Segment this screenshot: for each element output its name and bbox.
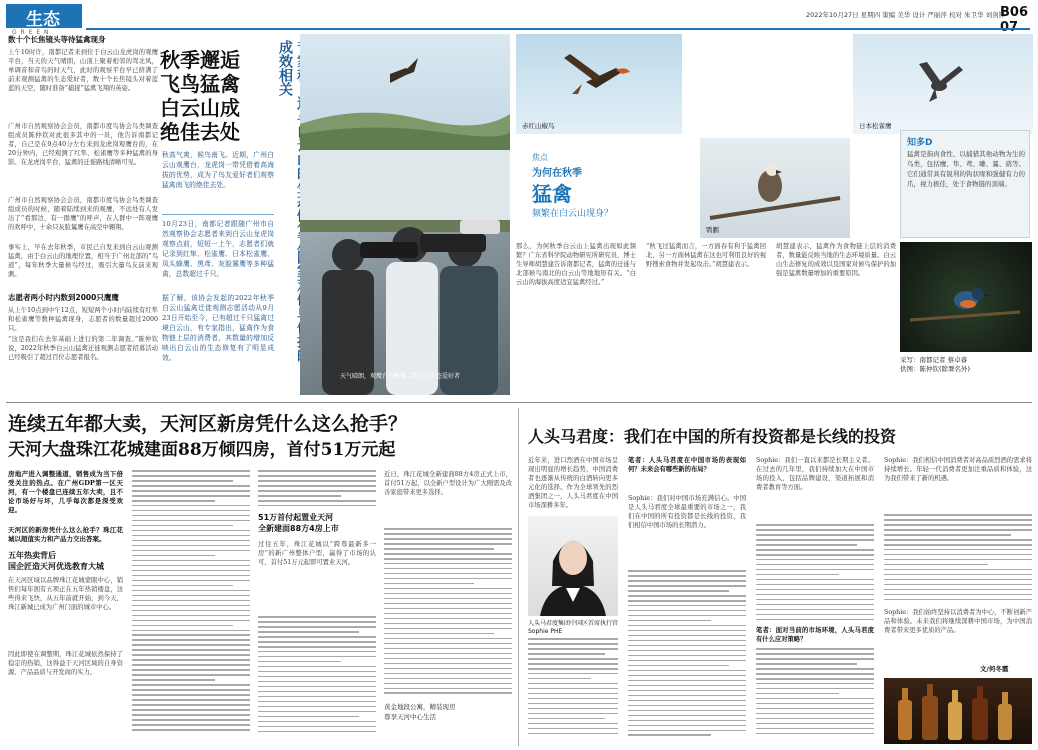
interview-paragraph: Sophie：我们对中国市场充满信心。中国是人头马君度全球最重要的市场之一，我们在中国的所有投资都是长线的投资，我们相信中国市场的长期潜力。 <box>628 495 746 529</box>
feature-divider <box>162 214 274 215</box>
header-rule <box>86 28 1030 30</box>
feature-title-line: 绝佳去处 <box>160 120 240 144</box>
interview-question: 笔者：面对当前的市场环境，人头马君度有什么应对策略？ <box>756 627 874 643</box>
property-paragraph: 近日，珠江花城全新建面88方4房正式上市，首付51万起，以全新户型设计为广大刚需及改善家庭带来更多选择。 <box>384 471 512 496</box>
property-text-lines <box>384 528 512 698</box>
focus-col-1 <box>516 242 636 386</box>
feature-lead: 秋高气爽，候鸟南飞。近期，广州白云山观鹰台，龙虎岗一带凭借着高海拔的优势，成为了鸟友爱好者们观察猛禽南飞的绝佳去处。 <box>162 151 274 189</box>
focus-keyword: 猛禽 <box>532 182 572 206</box>
interview-text-lines <box>628 570 746 742</box>
interview-text-lines <box>528 638 618 742</box>
property-article <box>8 470 513 745</box>
property-text-lines <box>132 470 250 740</box>
section-divider <box>6 402 1032 403</box>
interview-article <box>528 456 1033 746</box>
interview-question: 笔者：人头马君度在中国市场的表现如何？未来会有哪些新的布局？ <box>628 457 746 473</box>
interview-col-4 <box>884 456 1032 673</box>
property-subhead-1: 五年热卖背后 国企匠造天河优选教育大城 <box>8 551 104 571</box>
focus-article <box>516 242 896 392</box>
feature-lead-block <box>162 150 274 395</box>
did-you-know-text: 猛禽是指肉食性、以捕猎其他动物为生的鸟类，包括鹰、隼、鸢、雕、鵟、鹞等。它们通常具有锐利的钩状喙和强健有力的爪，视力极佳，处于食物链的顶端。 <box>907 150 1025 188</box>
property-paragraph: 在天河区域以品牌珠江花城蒙眼中心，销售们每年拥有五项正在五年热销楼盘，这些得来飞快，从五年前就开始，到今天，珠江新城已成为广州门面的城市中心。 <box>8 577 123 611</box>
small-bird-illustration <box>900 242 1032 352</box>
product-bottles-photo <box>884 678 1032 744</box>
left-article <box>8 34 158 399</box>
did-you-know-title: 知多D <box>907 138 933 148</box>
interview-paragraph: Sophie：我们始终坚持以消费者为中心，不断创新产品和体验。未来我们将继续深耕中国市场，为中国消费者带来更多优质的产品。 <box>884 609 1032 634</box>
focus-paragraph: 胡慧建表示，猛禽作为食物链上层的消费者，数量能反映当地的生态环境质量。白云山生态修复的成效以及国家对候鸟保护的加强是猛禽数量增加的重要原因。 <box>776 243 896 277</box>
interview-col-1 <box>528 456 618 510</box>
section-title: 生态 <box>26 10 60 30</box>
interview-text-lines <box>756 648 874 742</box>
property-text-lines <box>258 616 376 740</box>
property-subhead-2: 51万首付起置业天河 全新建面88方4房上市 <box>258 513 339 533</box>
left-subheading-1: 数十个长焦镜头等待猛禽现身 <box>8 35 106 44</box>
focus-tag: 焦点 <box>532 153 548 162</box>
property-headline <box>8 412 513 462</box>
interview-byline: 文/何冬霞 <box>980 665 1009 673</box>
japanese-sparrowhawk-photo <box>853 34 1033 134</box>
section-subtitle: G R E E N <box>12 29 50 36</box>
feature-title-line: 白云山成 <box>160 96 240 120</box>
small-bird-photo <box>900 242 1032 352</box>
bottles-illustration <box>884 678 1032 744</box>
bird-label-minivet: 赤红山椒鸟 <box>522 123 555 130</box>
focus-subtitle: 频繁在白云山现身？ <box>532 209 614 219</box>
focus-col-2 <box>646 242 766 386</box>
sophie-phe-portrait <box>528 516 618 616</box>
property-col-4 <box>384 470 512 721</box>
red-minivet-photo <box>516 34 682 134</box>
feature-paragraph: 10月23日，南都记者跟随广州市自然观察协会志愿者来到白云山龙虎岗观察点前，短短一上午，志愿者们就记录到红隼、松雀鹰、日本松雀鹰、凤头蜂鹰、黑鸢、灰脸鵟鹰等多种猛禽，总数超过千只。 <box>162 220 274 278</box>
feature-title-line: 秋季邂逅 <box>160 48 240 72</box>
property-paragraph: 过往五年，珠江花城以“跨尊最新多一房”的新广州整体户型，赢得了市场的认可，首付51万元起即可置业天河。 <box>258 541 376 566</box>
bird-label-sparrowhawk: 日本松雀鹰 <box>859 123 892 130</box>
left-paragraph: 广州市自然观察协会会员，南都市度鸟协会鸟类调查组成员的时候，随着陆续到来的观鹰，不远处有人发出了“看那边，有一群鹰”的呼声，在人群中一阵观鹰的欢呼中，十余只灰脸鵟鹰在高空中翱翔。 <box>8 197 158 231</box>
observers-photo <box>300 150 510 395</box>
interview-title: 人头马君度：我们在中国的所有投资都是长线的投资 <box>528 427 897 446</box>
page-number: B06 <box>1000 5 1028 20</box>
did-you-know-box <box>900 130 1030 238</box>
left-subheading-2: 志愿者两小时内数到2000只鹰鹰 <box>8 293 119 302</box>
property-paragraph: 房地产进入调整通道，销售成为当下倍受关注的热点。在广州GDP第一区天河，有一个楼盘已连续五年大卖，且不论市场好与坏，几乎每次都是深受欢迎。 <box>8 470 123 514</box>
eagle-on-branch-photo <box>700 138 850 238</box>
left-paragraph: 上午10时许，南都记者来到位于白云山龙虎岗的观鹰平台，当天的天气晴朗，山顶上聚着相邻的驾北风，单调音和音鸟的时天气，此时的观察平台早已挤满了前来观测猛禽的生态爱好者，数十个长焦镜头对着蓝蓝的天空，随时准备“捕捉”猛禽飞翔的英姿。 <box>8 49 158 92</box>
property-bottom-note: 黄金地段公寓，精装现房 尊享天河中心生活 <box>384 703 456 721</box>
feature-title <box>160 48 272 144</box>
bottom-column-divider <box>518 408 519 746</box>
property-col-1 <box>8 470 123 704</box>
red-minivet-illustration <box>516 34 682 134</box>
interview-paragraph: Sophie：我们相信中国消费者对高品质烈酒的需求将持续增长。年轻一代消费者更加注重品质和体验，这为我们带来了新的机遇。 <box>884 457 1032 482</box>
bird-label-osprey: 鹗鹏 <box>706 227 719 234</box>
left-paragraph: 广州市自然观察协会会员，南都市度鸟协会鸟类调查组成员陈仲钦对此很多其中的一员，他告诉南都记者，自己是在9点40分左右来到龙虎岗观鹰台的，在20分钟内，已经观测了红隼、松雀鹰等多种猛禽的身影。在龙虎岗平台，猛禽的迁徙路线清晰可见。 <box>8 123 158 166</box>
raptor-over-city-photo <box>300 34 510 150</box>
section-header <box>6 4 1032 36</box>
date-line: 2022年10月27日 星期四 策编 美华 设计 严丽萍 校对 朱卫华 刘剑锋 <box>806 11 1006 19</box>
eagle-branch-illustration <box>700 138 850 238</box>
property-paragraph: 因此即使在调整期，珠江花城依然保持了稳定的热销，这得益于天河区域的自身资源、产品品质与开发商的实力。 <box>8 651 123 676</box>
feature-title-line: 飞鸟猛禽 <box>160 72 240 96</box>
interview-paragraph: 近年来，进口烈酒在中国市场呈现出明显的增长趋势，中国消费者也逐渐从传统的白酒转向更多元化的选择。作为全球领先的烈酒集团之一，人头马君度在中国市场深耕多年。 <box>528 457 618 509</box>
raptor-over-city-illustration <box>300 34 510 150</box>
focus-paragraph: “秋飞过猛禽而言，一方面春有利于猛禽回北，另一方面林猛禽在这也可利用良好的视野搜索食物并发起攻击。”胡慧建表示。 <box>646 243 766 268</box>
interview-text-lines <box>756 524 874 624</box>
portrait-illustration <box>528 516 618 616</box>
interview-paragraph: Sophie：我们一直以来都是长期主义者。在过去的几年里，我们持续加大在中国市场的投入，包括品牌建设、渠道拓展和消费者教育等方面。 <box>756 457 874 491</box>
property-title: 连续五年都大卖，天河区新房凭什么这么抢手？ <box>8 413 408 435</box>
left-paragraph: 事实上，早在去年秋季，市民已自发来到白云山观测猛禽，由于白云山的地理位置，相当于广州北部的“鸟道”，每年秋季大量候鸟经过，吸引大量鸟友前来观测。 <box>8 244 158 278</box>
focus-col-3 <box>776 242 896 386</box>
property-subtitle: 天河大盘珠江花城建面88万倾四房，首付51万元起 <box>8 440 396 460</box>
interview-col-2 <box>628 456 746 566</box>
observers-illustration <box>300 150 510 395</box>
photo-credit: 采写：南都记者 蔡卓睿 供图：陈仲钦(除署名外) <box>900 356 971 373</box>
interview-col-3 <box>756 456 874 643</box>
interview-text-lines <box>884 514 1032 606</box>
sparrowhawk-illustration <box>853 34 1033 134</box>
left-paragraph: 从上午10点到中午12点，短短两个小时内陆续有红隼和松雀鹰等数种猛禽现身，志愿者的数量超过2000只。 <box>8 307 158 332</box>
observers-caption: 天气晴朗，观鹰台上聚集了数十位生态爱好者 <box>340 373 461 380</box>
left-paragraph: “这是我们在去年基础上进行的第二年调查。”陈仲钦说，2022年秋季白云山猛禽迁徙观测志愿者招募活动已经吸引了超过百位志愿者报名。 <box>8 336 158 361</box>
focus-paragraph: 那么，为何秋季白云山上猛禽出现如此频繁？广东省科学院动物研究所研究员、博士生导师胡慧建告诉南都记者，猛禽的迁徙与北部候鸟南北的白云山等地地形有关。“白云山的海拔高度适宜猛禽经过。” <box>516 243 636 286</box>
focus-question: 为何在秋季 <box>532 168 582 179</box>
property-text-lines <box>258 470 376 510</box>
feature-vertical-headline: 成效相关 <box>277 40 293 96</box>
feature-paragraph: 据了解，该协会发起的2022年秋季白云山猛禽迁徙观测志愿活动从9月23日开始至今，已有超过千只猛禽过境白云山，有专家指出，猛禽作为食物链上层的消费者，其数量的增加反映出白云山的生态修复有了明显成效。 <box>162 294 274 362</box>
portrait-caption: 人头马君度集团中国区首席执行官Sophie PHE <box>528 620 619 635</box>
property-paragraph: 天河区的新房凭什么这么抢手？珠江花城以超值实力和产品力交出答案。 <box>8 526 123 543</box>
